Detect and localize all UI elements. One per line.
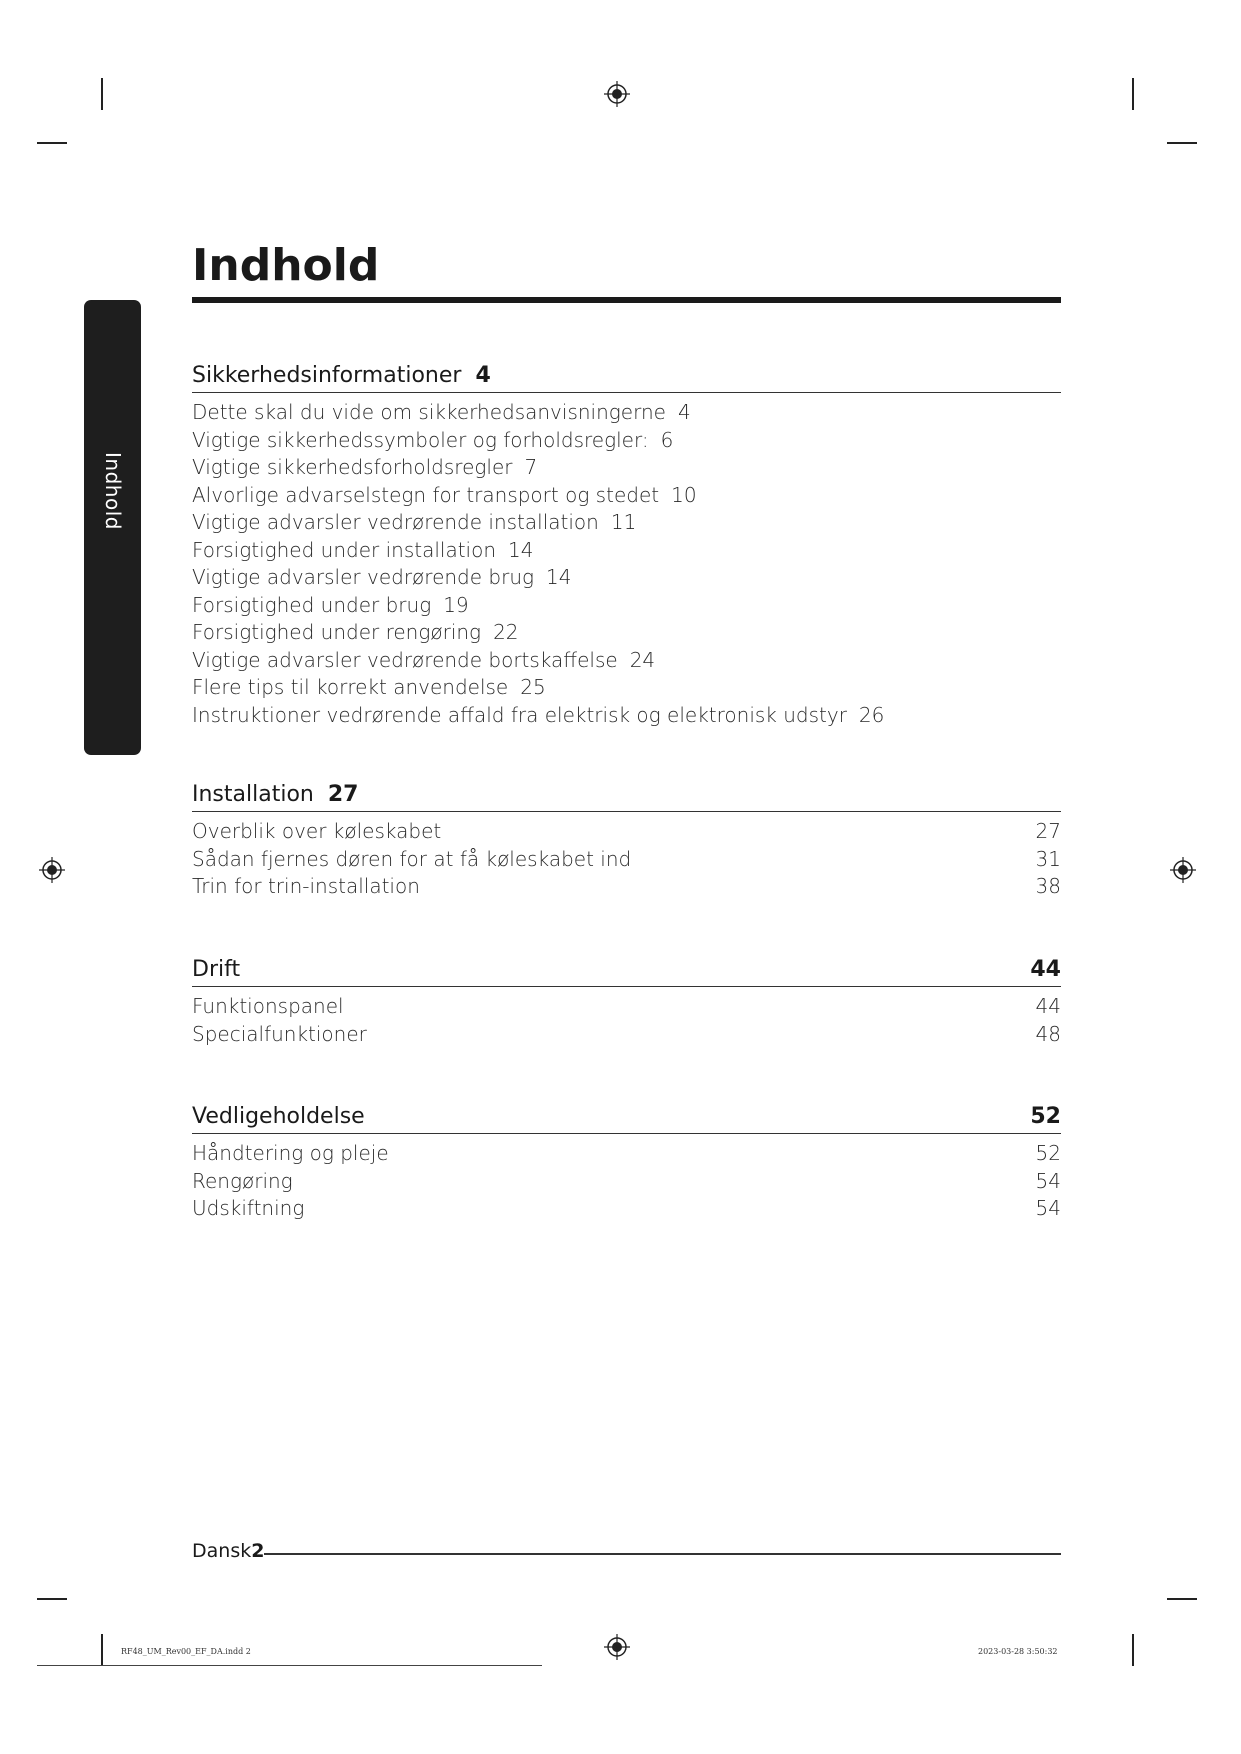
toc-entry[interactable] (192, 509, 1061, 537)
page-footer (192, 1540, 264, 1562)
crop-mark (37, 1598, 67, 1600)
section-page: 52 (1030, 1104, 1061, 1129)
entry-page: 26 (858, 702, 885, 727)
footer-page-number: 2 (251, 1540, 265, 1562)
section-title: Vedligeholdelse (192, 1104, 365, 1129)
toc-section-installation (192, 782, 1061, 901)
toc-entry[interactable] (192, 846, 1061, 874)
toc-entry[interactable] (192, 619, 1061, 647)
toc-entry[interactable] (192, 1195, 1061, 1223)
entry-page: 44 (1035, 994, 1061, 1018)
section-heading (192, 363, 1061, 393)
crop-mark (1132, 78, 1134, 110)
entry-label: Alvorlige advarselstegn for transport og stedet (192, 482, 660, 507)
section-title: Installation (192, 782, 314, 807)
entry-page: 27 (1035, 819, 1061, 843)
crop-mark (1167, 1598, 1197, 1600)
entry-page: 14 (546, 565, 572, 589)
toc-entry[interactable] (192, 427, 1061, 455)
entry-page: 31 (1035, 846, 1061, 871)
toc-entry[interactable] (192, 993, 1061, 1021)
section-heading (192, 782, 1061, 812)
side-tab (84, 300, 141, 755)
crop-mark (101, 1634, 103, 1666)
section-page: 44 (1030, 957, 1061, 982)
toc-section-safety (192, 363, 1061, 729)
entry-label: Vigtige sikkerhedssymboler og forholdsregler: (192, 427, 649, 452)
registration-mark-icon (604, 1634, 630, 1660)
entry-page: 6 (660, 427, 674, 452)
toc-entry[interactable] (192, 1021, 1061, 1049)
entry-label: Trin for trin-installation (192, 874, 420, 898)
footer-language: Dansk (192, 1540, 252, 1562)
section-title: Sikkerhedsinformationer (192, 363, 462, 388)
entry-label: Vigtige advarsler vedrørende brug (192, 565, 535, 589)
crop-mark (1132, 1634, 1134, 1666)
toc-entry[interactable] (192, 564, 1061, 592)
entry-label: Vigtige advarsler vedrørende bortskaffelse (192, 647, 618, 672)
entry-label: Funktionspanel (192, 994, 344, 1018)
entry-label: Forsigtighed under brug (192, 592, 432, 617)
toc-entry[interactable] (192, 1140, 1061, 1168)
slug-rule (37, 1665, 542, 1666)
crop-mark (1167, 142, 1197, 144)
entry-label: Forsigtighed under rengøring (192, 620, 482, 644)
crop-mark (37, 142, 67, 144)
toc-entry[interactable] (192, 1168, 1061, 1196)
entry-label: Vigtige sikkerhedsforholdsregler (192, 455, 513, 479)
title-rule (192, 297, 1061, 303)
toc-entry[interactable] (192, 702, 1061, 730)
entry-page: 19 (443, 592, 469, 617)
entry-page: 54 (1035, 1196, 1061, 1220)
entry-page: 4 (677, 400, 691, 424)
section-heading (192, 1104, 1061, 1134)
entry-page: 14 (508, 537, 534, 562)
registration-mark-icon (1170, 857, 1196, 883)
entry-label: Specialfunktioner (192, 1021, 367, 1046)
toc-entry[interactable] (192, 454, 1061, 482)
entry-page: 52 (1035, 1141, 1061, 1165)
toc-entry[interactable] (192, 482, 1061, 510)
section-heading (192, 957, 1061, 987)
entry-page: 25 (520, 675, 546, 699)
entry-page: 24 (629, 647, 656, 672)
crop-mark (101, 78, 103, 110)
toc-entry[interactable] (192, 647, 1061, 675)
entry-label: Håndtering og pleje (192, 1141, 389, 1165)
entry-label: Vigtige advarsler vedrørende installation (192, 510, 599, 534)
entry-label: Rengøring (192, 1168, 293, 1193)
entry-page: 22 (493, 620, 519, 644)
registration-mark-icon (604, 81, 630, 107)
entry-page: 10 (671, 482, 697, 507)
entry-label: Forsigtighed under installation (192, 537, 497, 562)
footer-rule (264, 1553, 1061, 1555)
toc-section-maintenance (192, 1104, 1061, 1223)
toc-entry[interactable] (192, 873, 1061, 901)
section-page: 4 (475, 363, 491, 388)
entry-label: Flere tips til korrekt anvendelse (192, 675, 509, 699)
entry-label: Sådan fjernes døren for at få køleskabet ind (192, 846, 632, 871)
entry-page: 38 (1035, 874, 1061, 898)
entry-page: 48 (1035, 1021, 1061, 1046)
toc-entry[interactable] (192, 592, 1061, 620)
toc-entry[interactable] (192, 818, 1061, 846)
toc-section-operation (192, 957, 1061, 1048)
section-title: Drift (192, 957, 241, 982)
toc-entry[interactable] (192, 674, 1061, 702)
page-title: Indhold (192, 240, 380, 291)
entry-page: 11 (610, 510, 637, 534)
entry-label: Dette skal du vide om sikkerhedsanvisningerne (192, 400, 666, 424)
slug-timestamp: 2023-03-28 3:50:32 (978, 1647, 1058, 1656)
entry-page: 54 (1035, 1168, 1061, 1193)
entry-label: Udskiftning (192, 1196, 305, 1220)
entry-page: 7 (524, 455, 538, 479)
entry-label: Overblik over køleskabet (192, 819, 442, 843)
toc-entry[interactable] (192, 399, 1061, 427)
section-page: 27 (327, 782, 359, 807)
toc-entry[interactable] (192, 537, 1061, 565)
side-tab-label: Indhold (100, 452, 125, 531)
entry-label: Instruktioner vedrørende affald fra elektrisk og elektronisk udstyr (192, 702, 847, 727)
slug-filename: RF48_UM_Rev00_EF_DA.indd 2 (121, 1647, 251, 1656)
registration-mark-icon (39, 857, 65, 883)
